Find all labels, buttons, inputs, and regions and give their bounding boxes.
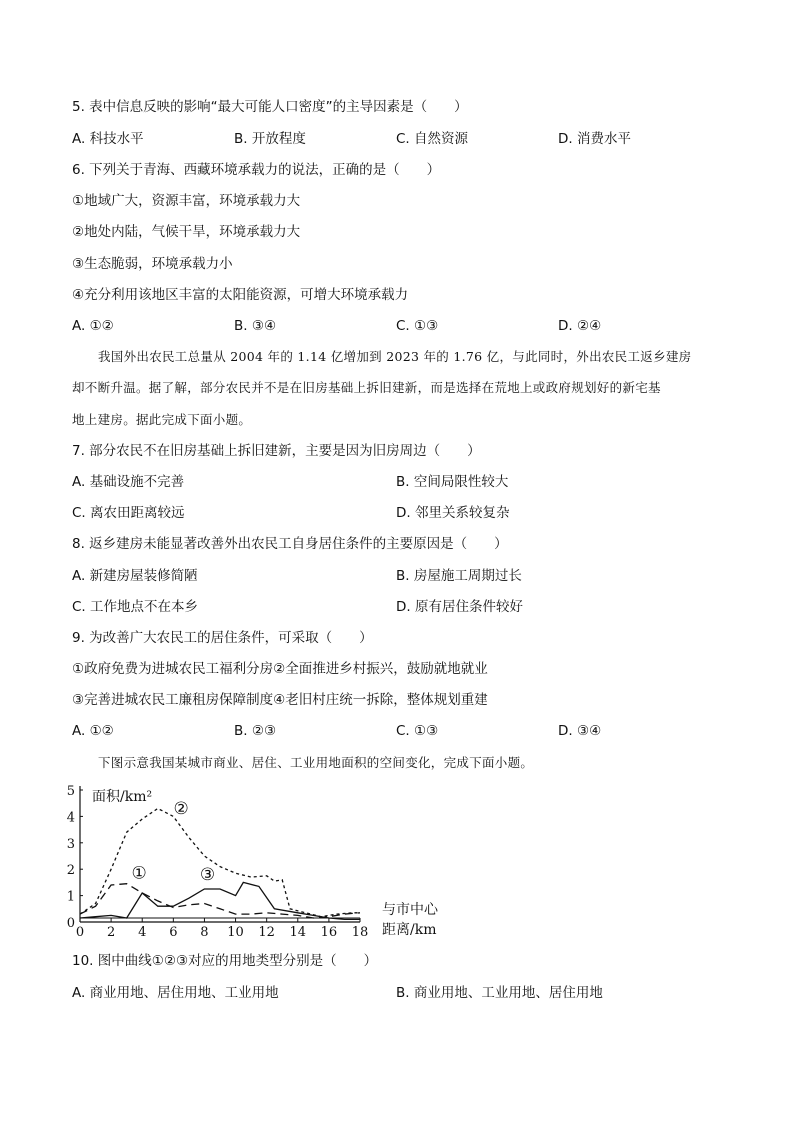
x-axis-label-line2: 距离/km bbox=[382, 922, 437, 938]
q8-option-b[interactable]: B. 房屋施工周期过长 bbox=[396, 568, 522, 584]
x-tick-label: 6 bbox=[169, 925, 178, 940]
q9-stem: 9. 为改善广大农民工的居住条件，可采取（ ） bbox=[72, 630, 373, 646]
q6-stem: 6. 下列关于青海、西藏环境承载力的说法，正确的是（ ） bbox=[72, 162, 441, 178]
q9-option-c[interactable]: C. ①③ bbox=[396, 723, 439, 739]
q6-option-a[interactable]: A. ①② bbox=[72, 318, 114, 334]
q9-statement-1: ①政府免费为进城农民工福利分房②全面推进乡村振兴，鼓励就地就业 bbox=[72, 661, 488, 677]
q7-option-a[interactable]: A. 基础设施不完善 bbox=[72, 474, 185, 490]
x-tick-label: 14 bbox=[289, 925, 307, 940]
q10-option-a[interactable]: A. 商业用地、居住用地、工业用地 bbox=[72, 985, 279, 1001]
y-tick-label: 1 bbox=[66, 889, 75, 905]
q9-statement-2: ③完善进城农民工廉租房保障制度④老旧村庄统一拆除，整体规划重建 bbox=[72, 692, 488, 708]
passage1-line-2: 却不断升温。据了解，部分农民并不是在旧房基础上拆旧建新，而是选择在荒地上或政府规划好的新宅基 bbox=[72, 380, 661, 395]
q9-option-d[interactable]: D. ③④ bbox=[558, 723, 602, 739]
x-tick-label: 0 bbox=[75, 925, 85, 940]
q8-option-d[interactable]: D. 原有居住条件较好 bbox=[396, 599, 523, 615]
q5-option-a[interactable]: A. 科技水平 bbox=[72, 131, 144, 147]
chart-series bbox=[80, 809, 360, 920]
series-label-2: ② bbox=[173, 798, 189, 819]
chart-axes bbox=[67, 784, 439, 940]
q7-option-d[interactable]: D. 邻里关系较复杂 bbox=[396, 505, 510, 521]
series-label-3: ③ bbox=[199, 864, 216, 885]
passage1-line-1: 我国外出农民工总量从 2004 年的 1.14 亿增加到 2023 年的 1.76 亿，与此同时，外出农民工返乡建房 bbox=[98, 349, 692, 364]
x-axis-label-line1: 与市中心 bbox=[382, 902, 438, 918]
q6-statement-2: ②地处内陆，气候干旱，环境承载力大 bbox=[72, 224, 301, 240]
q6-statement-3: ③生态脆弱，环境承载力小 bbox=[72, 256, 233, 272]
x-tick-label: 18 bbox=[351, 925, 369, 940]
x-tick-label: 8 bbox=[200, 925, 209, 940]
x-tick-label: 2 bbox=[106, 925, 116, 940]
q7-option-c[interactable]: C. 离农田距离较远 bbox=[72, 505, 185, 521]
q8-stem: 8. 返乡建房未能显著改善外出农民工自身居住条件的主要原因是（ ） bbox=[72, 536, 508, 552]
q5-stem: 5. 表中信息反映的影响“最大可能人口密度”的主导因素是（ ） bbox=[72, 99, 468, 115]
passage2-line: 下图示意我国某城市商业、居住、工业用地面积的空间变化，完成下面小题。 bbox=[98, 755, 534, 770]
q10-stem: 10. 图中曲线①②③对应的用地类型分别是（ ） bbox=[72, 953, 378, 969]
x-tick-label: 12 bbox=[258, 925, 275, 940]
series-line-1 bbox=[80, 882, 360, 919]
q6-option-b[interactable]: B. ③④ bbox=[234, 318, 277, 334]
y-tick-label: 2 bbox=[66, 863, 75, 879]
q8-option-c[interactable]: C. 工作地点不在本乡 bbox=[72, 599, 199, 615]
q6-option-c[interactable]: C. ①③ bbox=[396, 318, 439, 334]
y-tick-label: 4 bbox=[66, 810, 75, 826]
q10-option-b[interactable]: B. 商业用地、工业用地、居住用地 bbox=[396, 985, 603, 1001]
y-tick-label: 3 bbox=[66, 836, 75, 852]
x-tick-label: 10 bbox=[227, 925, 244, 940]
q8-option-a[interactable]: A. 新建房屋装修简陋 bbox=[72, 568, 198, 584]
land-use-chart bbox=[60, 782, 460, 942]
q6-statement-4: ④充分利用该地区丰富的太阳能资源，可增大环境承载力 bbox=[72, 287, 409, 303]
passage1-line-3: 地上建房。据此完成下面小题。 bbox=[72, 412, 252, 427]
q5-option-d[interactable]: D. 消费水平 bbox=[558, 131, 631, 147]
q6-option-d[interactable]: D. ②④ bbox=[558, 318, 602, 334]
q5-option-c[interactable]: C. 自然资源 bbox=[396, 131, 469, 147]
series-label-1: ① bbox=[131, 863, 147, 884]
x-tick-label: 4 bbox=[138, 925, 147, 940]
q6-statement-1: ①地域广大，资源丰富，环境承载力大 bbox=[72, 193, 301, 209]
q7-stem: 7. 部分农民不在旧房基础上拆旧建新，主要是因为旧房周边（ ） bbox=[72, 443, 481, 459]
q9-option-a[interactable]: A. ①② bbox=[72, 723, 114, 739]
x-tick-label: 16 bbox=[320, 925, 338, 940]
q5-option-b[interactable]: B. 开放程度 bbox=[234, 131, 306, 147]
y-axis-label: 面积/km² bbox=[92, 789, 153, 805]
q9-option-b[interactable]: B. ②③ bbox=[234, 723, 277, 739]
y-tick-label: 0 bbox=[66, 916, 75, 931]
series-line-2 bbox=[80, 809, 360, 917]
q7-option-b[interactable]: B. 空间局限性较大 bbox=[396, 474, 509, 490]
chart-labels bbox=[131, 799, 215, 885]
y-tick-label: 5 bbox=[66, 784, 75, 799]
